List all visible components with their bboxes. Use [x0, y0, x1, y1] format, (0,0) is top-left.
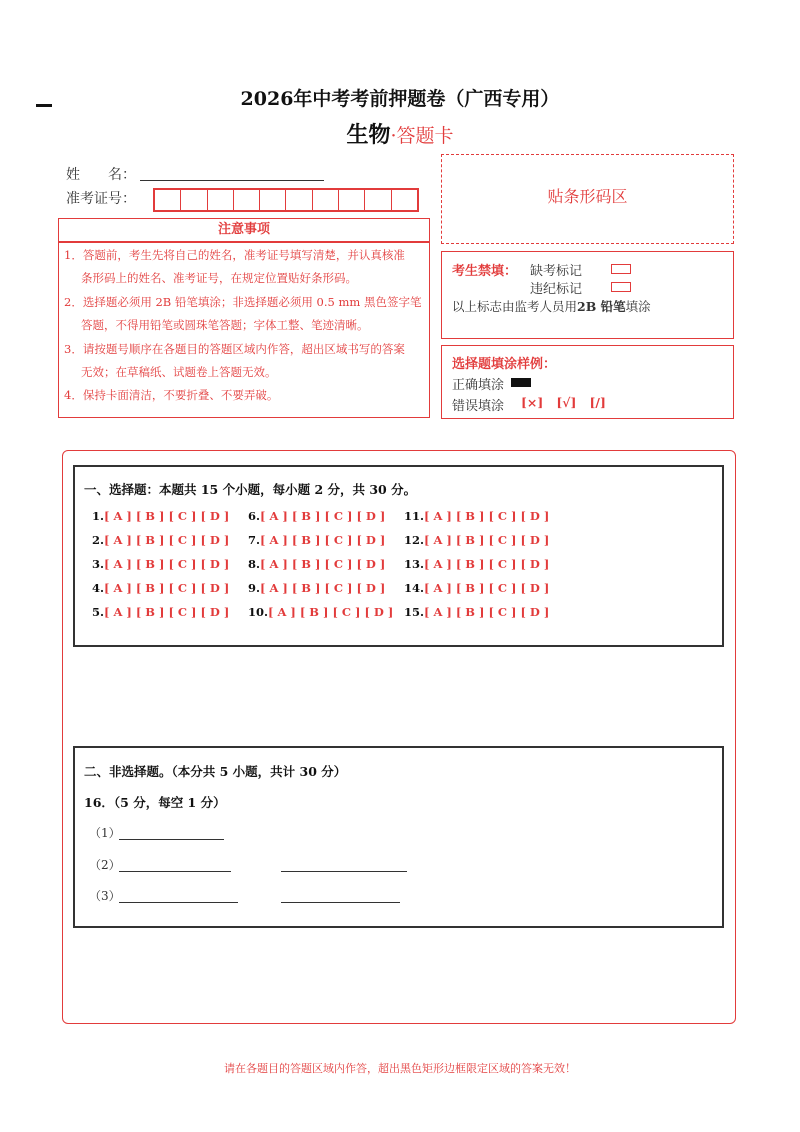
mc-options[interactable]: [ A ] [ B ] [ C ] [ D ] — [104, 557, 230, 571]
mc-options[interactable]: [ A ] [ B ] [ C ] [ D ] — [260, 581, 386, 595]
mc-options[interactable]: [ A ] [ B ] [ C ] [ D ] — [424, 605, 550, 619]
mc-question-number: 13. — [404, 557, 425, 571]
q16-sub3-answer-line-2[interactable] — [281, 902, 400, 903]
mc-options[interactable]: [ A ] [ B ] [ C ] [ D ] — [104, 605, 230, 619]
notice-title: 注意事项 — [58, 218, 430, 242]
mc-options[interactable]: [ A ] [ B ] [ C ] [ D ] — [104, 533, 230, 547]
forbidden-note — [452, 297, 651, 315]
mc-options[interactable]: [ A ] [ B ] [ C ] [ D ] — [424, 557, 550, 571]
forbidden-note-prefix: 以上标志由监考人员用 — [452, 299, 578, 314]
forbidden-label: 考生禁填： — [452, 264, 518, 279]
mc-question-row[interactable] — [248, 509, 385, 523]
exam-number-box[interactable] — [181, 190, 207, 210]
mc-question-row[interactable] — [92, 605, 229, 619]
q16-sub2-answer-line-1[interactable] — [119, 871, 231, 872]
violation-mark-label: 违纪标记 — [530, 282, 583, 297]
mc-question-row[interactable] — [92, 557, 229, 571]
notice-item-3 — [64, 338, 428, 384]
notice-item-2-line1: 2．选择题必须用 2B 铅笔填涂；非选择题必须用 0.5 mm 黑色签字笔 — [64, 295, 422, 309]
mc-question-number: 6. — [248, 509, 261, 523]
q16-sub1-label: （1） — [89, 826, 121, 840]
exam-title: 2026年中考考前押题卷（广西专用） — [240, 88, 560, 110]
q16-sub1-answer-line[interactable] — [119, 839, 224, 840]
mc-question-row[interactable] — [92, 509, 229, 523]
subject-separator: · — [390, 125, 397, 147]
exam-number-box[interactable] — [365, 190, 391, 210]
forbidden-note-bold: 2B 铅笔 — [577, 299, 626, 314]
exam-number-box[interactable] — [260, 190, 286, 210]
mc-options[interactable]: [ A ] [ B ] [ C ] [ D ] — [260, 557, 386, 571]
mc-question-row[interactable] — [248, 533, 385, 547]
absent-mark-label: 缺考标记 — [530, 264, 583, 279]
mc-options[interactable]: [ A ] [ B ] [ C ] [ D ] — [260, 509, 386, 523]
mc-question-number: 4. — [92, 581, 105, 595]
mc-question-number: 15. — [404, 605, 425, 619]
wrong-mark-check: [√] — [556, 395, 577, 410]
mc-options[interactable]: [ A ] [ B ] [ C ] [ D ] — [104, 581, 230, 595]
mc-options[interactable]: [ A ] [ B ] [ C ] [ D ] — [260, 533, 386, 547]
mc-question-row[interactable] — [248, 581, 385, 595]
exam-number-box[interactable] — [339, 190, 365, 210]
mc-question-number: 7. — [248, 533, 261, 547]
mc-question-row[interactable] — [92, 581, 229, 595]
q16-sub3-label: （3） — [89, 889, 121, 903]
exam-number-box[interactable] — [234, 190, 260, 210]
mc-options[interactable]: [ A ] [ B ] [ C ] [ D ] — [424, 533, 550, 547]
exam-number-box[interactable] — [208, 190, 234, 210]
name-input-line[interactable] — [140, 180, 324, 181]
mc-question-number: 2. — [92, 533, 105, 547]
mc-question-row[interactable] — [248, 557, 385, 571]
multiple-choice-title: 一、选择题：本题共 15 个小题，每小题 2 分，共 30 分。 — [84, 482, 417, 497]
mc-question-number: 14. — [404, 581, 425, 595]
mc-options[interactable]: [ A ] [ B ] [ C ] [ D ] — [104, 509, 230, 523]
mc-question-row[interactable] — [92, 533, 229, 547]
wrong-fill-samples — [521, 395, 606, 410]
notice-item-2 — [64, 291, 428, 337]
mc-question-row[interactable] — [404, 557, 549, 571]
mc-question-number: 9. — [248, 581, 261, 595]
subject-title — [0, 118, 800, 149]
forbidden-note-suffix: 填涂 — [625, 299, 651, 314]
mc-question-number: 10. — [248, 605, 269, 619]
footer-warning: 请在各题目的答题区域内作答，超出黑色矩形边框限定区域的答案无效！ — [224, 1062, 576, 1075]
barcode-area: 贴条形码区 — [441, 154, 734, 244]
q16-sub2-label: （2） — [89, 858, 121, 872]
mc-options[interactable]: [ A ] [ B ] [ C ] [ D ] — [268, 605, 394, 619]
mc-question-row[interactable] — [404, 533, 549, 547]
q16-sub2-answer-line-2[interactable] — [281, 871, 407, 872]
notice-item-1-line2: 条形码上的姓名、准考证号，在规定位置贴好条形码。 — [81, 271, 357, 285]
exam-number-label: 准考证号： — [66, 191, 136, 207]
correct-fill-label: 正确填涂 — [452, 378, 505, 393]
answer-card-label: 答题卡 — [396, 125, 454, 147]
mc-question-row[interactable] — [404, 605, 549, 619]
fill-sample-title: 选择题填涂样例： — [452, 357, 557, 372]
exam-number-box[interactable] — [392, 190, 417, 210]
mc-question-number: 5. — [92, 605, 105, 619]
absent-mark-box[interactable] — [611, 264, 631, 274]
question-16-title: 16．（5 分，每空 1 分） — [84, 795, 226, 810]
correct-fill-sample — [511, 378, 531, 387]
violation-mark-box[interactable] — [611, 282, 631, 292]
non-choice-title: 二、非选择题。（本分共 5 小题，共计 30 分） — [84, 764, 347, 779]
wrong-mark-slash: [/] — [589, 395, 606, 410]
mc-question-row[interactable] — [404, 581, 549, 595]
notice-item-3-line2: 无效；在草稿纸、试题卷上答题无效。 — [81, 365, 277, 379]
notice-item-1-line1: 1．答题前，考生先将自己的姓名，准考证号填写清楚，并认真核准 — [64, 248, 405, 262]
mc-question-number: 1. — [92, 509, 105, 523]
mc-options[interactable]: [ A ] [ B ] [ C ] [ D ] — [424, 509, 550, 523]
exam-number-boxes[interactable] — [153, 188, 419, 212]
wrong-fill-label: 错误填涂 — [452, 399, 505, 414]
mc-question-number: 3. — [92, 557, 105, 571]
subject-name: 生物 — [346, 122, 391, 148]
notice-item-4-line1: 4．保持卡面清洁，不要折叠、不要弄破。 — [64, 388, 279, 402]
exam-number-box[interactable] — [286, 190, 312, 210]
notice-item-4 — [64, 384, 428, 407]
q16-sub3-answer-line-1[interactable] — [119, 902, 238, 903]
mc-options[interactable]: [ A ] [ B ] [ C ] [ D ] — [424, 581, 550, 595]
exam-number-box[interactable] — [313, 190, 339, 210]
mc-question-row[interactable] — [248, 605, 393, 619]
name-label: 姓 名： — [66, 167, 136, 183]
exam-number-box[interactable] — [155, 190, 181, 210]
mc-question-number: 12. — [404, 533, 425, 547]
notice-item-2-line2: 答题，不得用铅笔或圆珠笔答题；字体工整、笔迹清晰。 — [81, 318, 369, 332]
mc-question-row[interactable] — [404, 509, 549, 523]
notice-item-3-line1: 3．请按题号顺序在各题目的答题区域内作答，超出区域书写的答案 — [64, 342, 405, 356]
wrong-mark-cross: [×] — [521, 395, 544, 410]
notice-item-1 — [64, 244, 428, 290]
mc-question-number: 8. — [248, 557, 261, 571]
mc-question-number: 11. — [404, 509, 425, 523]
